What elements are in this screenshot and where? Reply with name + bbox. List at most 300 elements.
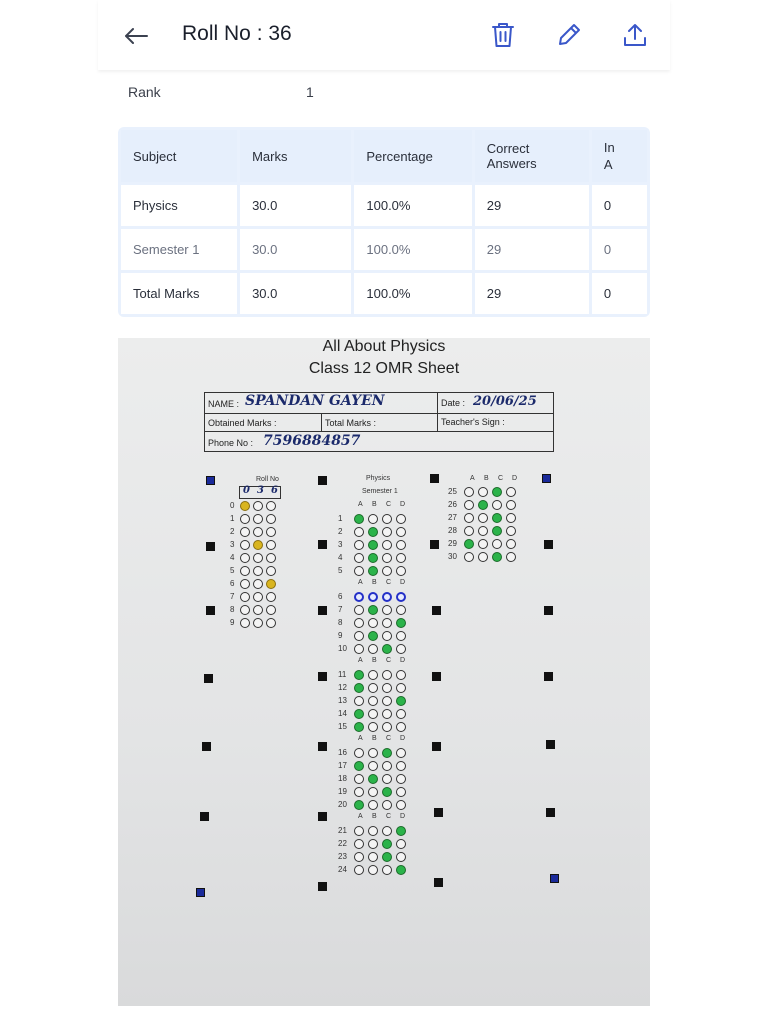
date-label: Date : — [441, 398, 466, 408]
option-letter: A — [358, 813, 363, 820]
pencil-icon — [556, 22, 582, 48]
roll-bubble — [253, 501, 263, 511]
answer-bubble — [506, 500, 516, 510]
answer-bubble — [382, 748, 392, 758]
info-divider — [321, 413, 322, 431]
question-number: 16 — [338, 748, 347, 757]
answer-bubble — [354, 618, 364, 628]
answer-bubble — [492, 552, 502, 562]
answer-bubble — [396, 514, 406, 524]
answer-bubble — [368, 592, 378, 602]
cell-subject: Total Marks — [121, 273, 237, 314]
option-letter: A — [358, 735, 363, 742]
student-name: SPANDAN GAYEN — [245, 393, 385, 409]
roll-bubble — [240, 592, 250, 602]
cell-percentage: 100.0% — [354, 185, 471, 226]
cell-marks: 30.0 — [240, 229, 351, 270]
answer-bubble — [492, 539, 502, 549]
question-number: 21 — [338, 826, 347, 835]
roll-bubble — [240, 553, 250, 563]
answer-bubble — [368, 865, 378, 875]
info-divider — [437, 393, 438, 431]
question-number: 18 — [338, 774, 347, 783]
answer-bubble — [382, 761, 392, 771]
answer-bubble — [354, 748, 364, 758]
date-value: 20/06/25 — [473, 394, 537, 409]
option-letter: C — [386, 579, 392, 586]
cell-correct: 29 — [475, 185, 589, 226]
subject-header: Physics — [366, 475, 391, 482]
answer-bubble — [382, 618, 392, 628]
question-number: 27 — [448, 513, 457, 522]
answer-bubble — [382, 631, 392, 641]
question-number: 1 — [338, 514, 343, 523]
answer-bubble — [506, 539, 516, 549]
question-number: 5 — [338, 566, 343, 575]
answer-bubble — [396, 722, 406, 732]
answer-bubble — [368, 618, 378, 628]
roll-row-number: 1 — [230, 514, 235, 523]
roll-bubble — [253, 527, 263, 537]
answer-bubble — [368, 761, 378, 771]
total-marks-label: Total Marks : — [325, 418, 377, 428]
alignment-mark — [434, 878, 443, 887]
question-number: 17 — [338, 761, 347, 770]
alignment-mark — [318, 606, 327, 615]
answer-bubble — [464, 500, 474, 510]
answer-bubble — [354, 644, 364, 654]
question-number: 24 — [338, 865, 347, 874]
roll-bubble — [253, 579, 263, 589]
roll-number-digit: 6 — [271, 485, 278, 496]
alignment-mark — [206, 542, 215, 551]
roll-bubble — [253, 566, 263, 576]
question-number: 19 — [338, 787, 347, 796]
roll-bubble — [240, 514, 250, 524]
answer-bubble — [396, 683, 406, 693]
question-number: 29 — [448, 539, 457, 548]
answer-bubble — [382, 839, 392, 849]
answer-bubble — [368, 553, 378, 563]
answer-bubble — [382, 865, 392, 875]
answer-bubble — [368, 696, 378, 706]
cell-percentage: 100.0% — [354, 229, 471, 270]
roll-row-number: 3 — [230, 540, 235, 549]
answer-bubble — [506, 513, 516, 523]
answer-bubble — [368, 605, 378, 615]
answer-bubble — [478, 539, 488, 549]
arrow-left-icon — [123, 26, 149, 46]
answer-bubble — [396, 553, 406, 563]
option-letter: D — [400, 657, 406, 664]
table-row[interactable] — [121, 229, 647, 270]
answer-bubble — [396, 774, 406, 784]
alignment-mark — [204, 674, 213, 683]
roll-bubble — [266, 566, 276, 576]
question-number: 30 — [448, 552, 457, 561]
answer-bubble — [382, 787, 392, 797]
question-number: 10 — [338, 644, 347, 653]
roll-row-number: 8 — [230, 605, 235, 614]
roll-bubble — [266, 605, 276, 615]
answer-bubble — [368, 722, 378, 732]
answer-bubble — [354, 722, 364, 732]
column-header-marks: Marks — [240, 130, 351, 182]
option-letter: C — [498, 475, 504, 482]
roll-bubble — [266, 553, 276, 563]
roll-bubble — [253, 605, 263, 615]
alignment-mark — [200, 812, 209, 821]
alignment-mark — [318, 812, 327, 821]
roll-bubble — [240, 540, 250, 550]
answer-bubble — [396, 761, 406, 771]
alignment-mark — [430, 540, 439, 549]
answer-bubble — [368, 800, 378, 810]
answer-bubble — [396, 865, 406, 875]
rank-value: 1 — [306, 84, 314, 100]
answer-bubble — [368, 787, 378, 797]
answer-bubble — [368, 774, 378, 784]
roll-row-number: 6 — [230, 579, 235, 588]
answer-bubble — [396, 618, 406, 628]
share-button[interactable] — [618, 18, 652, 52]
answer-bubble — [478, 500, 488, 510]
answer-bubble — [368, 644, 378, 654]
option-letter: A — [358, 501, 363, 508]
trash-icon — [490, 21, 516, 49]
answer-bubble — [354, 683, 364, 693]
answer-bubble — [492, 487, 502, 497]
answer-bubble — [396, 826, 406, 836]
roll-bubble — [240, 579, 250, 589]
answer-bubble — [354, 839, 364, 849]
answer-bubble — [368, 540, 378, 550]
student-info-box — [204, 392, 554, 452]
option-letter: C — [386, 813, 392, 820]
name-label: NAME : — [208, 399, 240, 409]
rank-label: Rank — [128, 84, 161, 100]
answer-bubble — [464, 526, 474, 536]
column-header-percentage: Percentage — [354, 130, 471, 182]
roll-bubble — [266, 579, 276, 589]
roll-bubble — [253, 514, 263, 524]
answer-bubble — [354, 852, 364, 862]
answer-bubble — [464, 539, 474, 549]
answer-bubble — [368, 514, 378, 524]
question-number: 13 — [338, 696, 347, 705]
option-letter: B — [372, 735, 377, 742]
cell-correct: 29 — [475, 229, 589, 270]
option-letter: B — [372, 579, 377, 586]
answer-bubble — [464, 513, 474, 523]
answer-bubble — [506, 487, 516, 497]
column-header-subject: Subject — [121, 130, 237, 182]
answer-bubble — [368, 527, 378, 537]
question-number: 3 — [338, 540, 343, 549]
option-letter: A — [358, 657, 363, 664]
question-number: 2 — [338, 527, 343, 536]
roll-bubble — [266, 592, 276, 602]
roll-row-number: 0 — [230, 501, 235, 510]
alignment-mark — [432, 672, 441, 681]
answer-bubble — [354, 631, 364, 641]
table-row[interactable] — [121, 185, 647, 226]
answer-bubble — [382, 683, 392, 693]
roll-row-number: 7 — [230, 592, 235, 601]
answer-bubble — [382, 540, 392, 550]
option-letter: B — [484, 475, 489, 482]
option-letter: D — [400, 579, 406, 586]
question-number: 9 — [338, 631, 343, 640]
question-number: 25 — [448, 487, 457, 496]
answer-bubble — [368, 683, 378, 693]
roll-row-number: 9 — [230, 618, 235, 627]
roll-bubble — [253, 553, 263, 563]
option-letter: D — [400, 501, 406, 508]
answer-bubble — [382, 605, 392, 615]
answer-bubble — [354, 514, 364, 524]
answer-bubble — [354, 670, 364, 680]
answer-bubble — [382, 709, 392, 719]
option-letter: D — [512, 475, 518, 482]
roll-bubble — [266, 540, 276, 550]
answer-bubble — [368, 709, 378, 719]
answer-bubble — [506, 552, 516, 562]
cell-subject: Semester 1 — [121, 229, 237, 270]
answer-bubble — [464, 487, 474, 497]
roll-bubble — [253, 540, 263, 550]
roll-bubble — [266, 618, 276, 628]
answer-bubble — [396, 800, 406, 810]
answer-bubble — [478, 513, 488, 523]
answer-bubble — [368, 631, 378, 641]
answer-bubble — [478, 552, 488, 562]
roll-bubble — [253, 592, 263, 602]
cell-correct: 29 — [475, 273, 589, 314]
alignment-mark — [544, 672, 553, 681]
answer-bubble — [382, 527, 392, 537]
table-row[interactable] — [121, 273, 647, 314]
upload-icon — [621, 21, 649, 49]
obtained-marks-label: Obtained Marks : — [208, 418, 277, 428]
question-number: 22 — [338, 839, 347, 848]
answer-bubble — [368, 852, 378, 862]
answer-bubble — [382, 722, 392, 732]
alignment-mark — [430, 474, 439, 483]
option-letter: C — [386, 735, 392, 742]
answer-bubble — [492, 526, 502, 536]
answer-bubble — [492, 500, 502, 510]
answer-bubble — [354, 592, 364, 602]
delete-button[interactable] — [486, 18, 520, 52]
option-letter: A — [358, 579, 363, 586]
section-header: Semester 1 — [362, 488, 398, 495]
option-letter: C — [386, 501, 392, 508]
answer-bubble — [382, 644, 392, 654]
roll-row-number: 2 — [230, 527, 235, 536]
roll-bubble — [240, 527, 250, 537]
question-number: 6 — [338, 592, 343, 601]
column-header-correct-answers: Correct Answers — [475, 130, 589, 182]
answer-bubble — [396, 540, 406, 550]
answer-bubble — [354, 553, 364, 563]
answer-bubble — [354, 826, 364, 836]
roll-row-number: 5 — [230, 566, 235, 575]
cell-incorrect: 0 — [592, 273, 647, 314]
answer-bubble — [368, 670, 378, 680]
question-number: 4 — [338, 553, 343, 562]
info-divider — [205, 431, 553, 432]
alignment-mark — [318, 882, 327, 891]
top-app-bar — [98, 0, 670, 70]
answer-bubble — [368, 566, 378, 576]
roll-bubble — [266, 501, 276, 511]
roll-bubble — [240, 566, 250, 576]
cell-marks: 30.0 — [240, 185, 351, 226]
roll-bubble — [253, 618, 263, 628]
table-header-row — [121, 130, 647, 182]
roll-bubble — [266, 514, 276, 524]
column-header-incorrect-line2: A — [603, 157, 613, 172]
edit-button[interactable] — [552, 18, 586, 52]
alignment-mark — [206, 606, 215, 615]
answer-bubble — [464, 552, 474, 562]
page-title: Roll No : 36 — [182, 22, 292, 45]
alignment-mark — [546, 808, 555, 817]
roll-number-digit: 0 — [243, 485, 250, 496]
answer-bubble — [368, 839, 378, 849]
answer-bubble — [396, 527, 406, 537]
roll-number-header: Roll No — [256, 476, 279, 483]
question-number: 7 — [338, 605, 343, 614]
cell-marks: 30.0 — [240, 273, 351, 314]
answer-bubble — [396, 696, 406, 706]
answer-bubble — [354, 865, 364, 875]
roll-row-number: 4 — [230, 553, 235, 562]
answer-bubble — [354, 800, 364, 810]
question-number: 11 — [338, 670, 347, 679]
option-letter: B — [372, 657, 377, 664]
sheet-title: All About Physics — [322, 338, 446, 355]
question-number: 15 — [338, 722, 347, 731]
roll-bubble — [240, 618, 250, 628]
alignment-mark — [206, 476, 215, 485]
question-number: 20 — [338, 800, 347, 809]
cell-percentage: 100.0% — [354, 273, 471, 314]
roll-bubble — [240, 501, 250, 511]
option-letter: C — [386, 657, 392, 664]
answer-bubble — [478, 487, 488, 497]
column-header-incorrect-line1: In — [603, 140, 615, 155]
answer-bubble — [382, 800, 392, 810]
alignment-mark — [550, 874, 559, 883]
alignment-mark — [196, 888, 205, 897]
answer-bubble — [354, 566, 364, 576]
answer-bubble — [354, 527, 364, 537]
alignment-mark — [546, 740, 555, 749]
question-number: 23 — [338, 852, 347, 861]
sheet-subtitle: Class 12 OMR Sheet — [308, 360, 460, 377]
answer-bubble — [354, 787, 364, 797]
answer-bubble — [396, 839, 406, 849]
answer-bubble — [382, 852, 392, 862]
answer-bubble — [354, 696, 364, 706]
back-button[interactable] — [120, 20, 152, 52]
answer-bubble — [382, 826, 392, 836]
omr-sheet-photo[interactable] — [118, 338, 650, 1006]
answer-bubble — [382, 553, 392, 563]
alignment-mark — [432, 742, 441, 751]
teacher-sign-label: Teacher's Sign : — [441, 417, 505, 427]
question-number: 12 — [338, 683, 347, 692]
answer-bubble — [354, 774, 364, 784]
alignment-mark — [318, 742, 327, 751]
cell-subject: Physics — [121, 185, 237, 226]
alignment-mark — [202, 742, 211, 751]
answer-bubble — [396, 566, 406, 576]
option-letter: D — [400, 813, 406, 820]
answer-bubble — [354, 540, 364, 550]
alignment-mark — [318, 476, 327, 485]
answer-bubble — [396, 670, 406, 680]
answer-bubble — [382, 774, 392, 784]
alignment-mark — [432, 606, 441, 615]
alignment-mark — [544, 540, 553, 549]
answer-bubble — [396, 748, 406, 758]
answer-bubble — [492, 513, 502, 523]
question-number: 26 — [448, 500, 457, 509]
alignment-mark — [318, 540, 327, 549]
answer-bubble — [368, 826, 378, 836]
answer-bubble — [396, 592, 406, 602]
cell-incorrect: 0 — [592, 229, 647, 270]
results-table — [118, 127, 650, 317]
answer-bubble — [382, 514, 392, 524]
answer-bubble — [354, 761, 364, 771]
answer-bubble — [382, 566, 392, 576]
answer-bubble — [368, 748, 378, 758]
option-letter: B — [372, 813, 377, 820]
info-divider — [205, 413, 553, 414]
answer-bubble — [396, 605, 406, 615]
answer-bubble — [506, 526, 516, 536]
answer-bubble — [354, 709, 364, 719]
option-letter: B — [372, 501, 377, 508]
question-number: 14 — [338, 709, 347, 718]
answer-bubble — [382, 670, 392, 680]
cell-incorrect: 0 — [592, 185, 647, 226]
alignment-mark — [318, 672, 327, 681]
answer-bubble — [382, 696, 392, 706]
alignment-mark — [544, 606, 553, 615]
answer-bubble — [396, 852, 406, 862]
roll-bubble — [240, 605, 250, 615]
option-letter: D — [400, 735, 406, 742]
answer-bubble — [382, 592, 392, 602]
answer-bubble — [396, 631, 406, 641]
answer-bubble — [396, 709, 406, 719]
answer-bubble — [478, 526, 488, 536]
answer-bubble — [396, 787, 406, 797]
alignment-mark — [434, 808, 443, 817]
answer-bubble — [396, 644, 406, 654]
roll-number-digit: 3 — [257, 485, 264, 496]
omr-paper — [118, 338, 650, 1006]
alignment-mark — [542, 474, 551, 483]
answer-bubble — [354, 605, 364, 615]
phone-label: Phone No : — [208, 438, 254, 448]
option-letter: A — [470, 475, 475, 482]
